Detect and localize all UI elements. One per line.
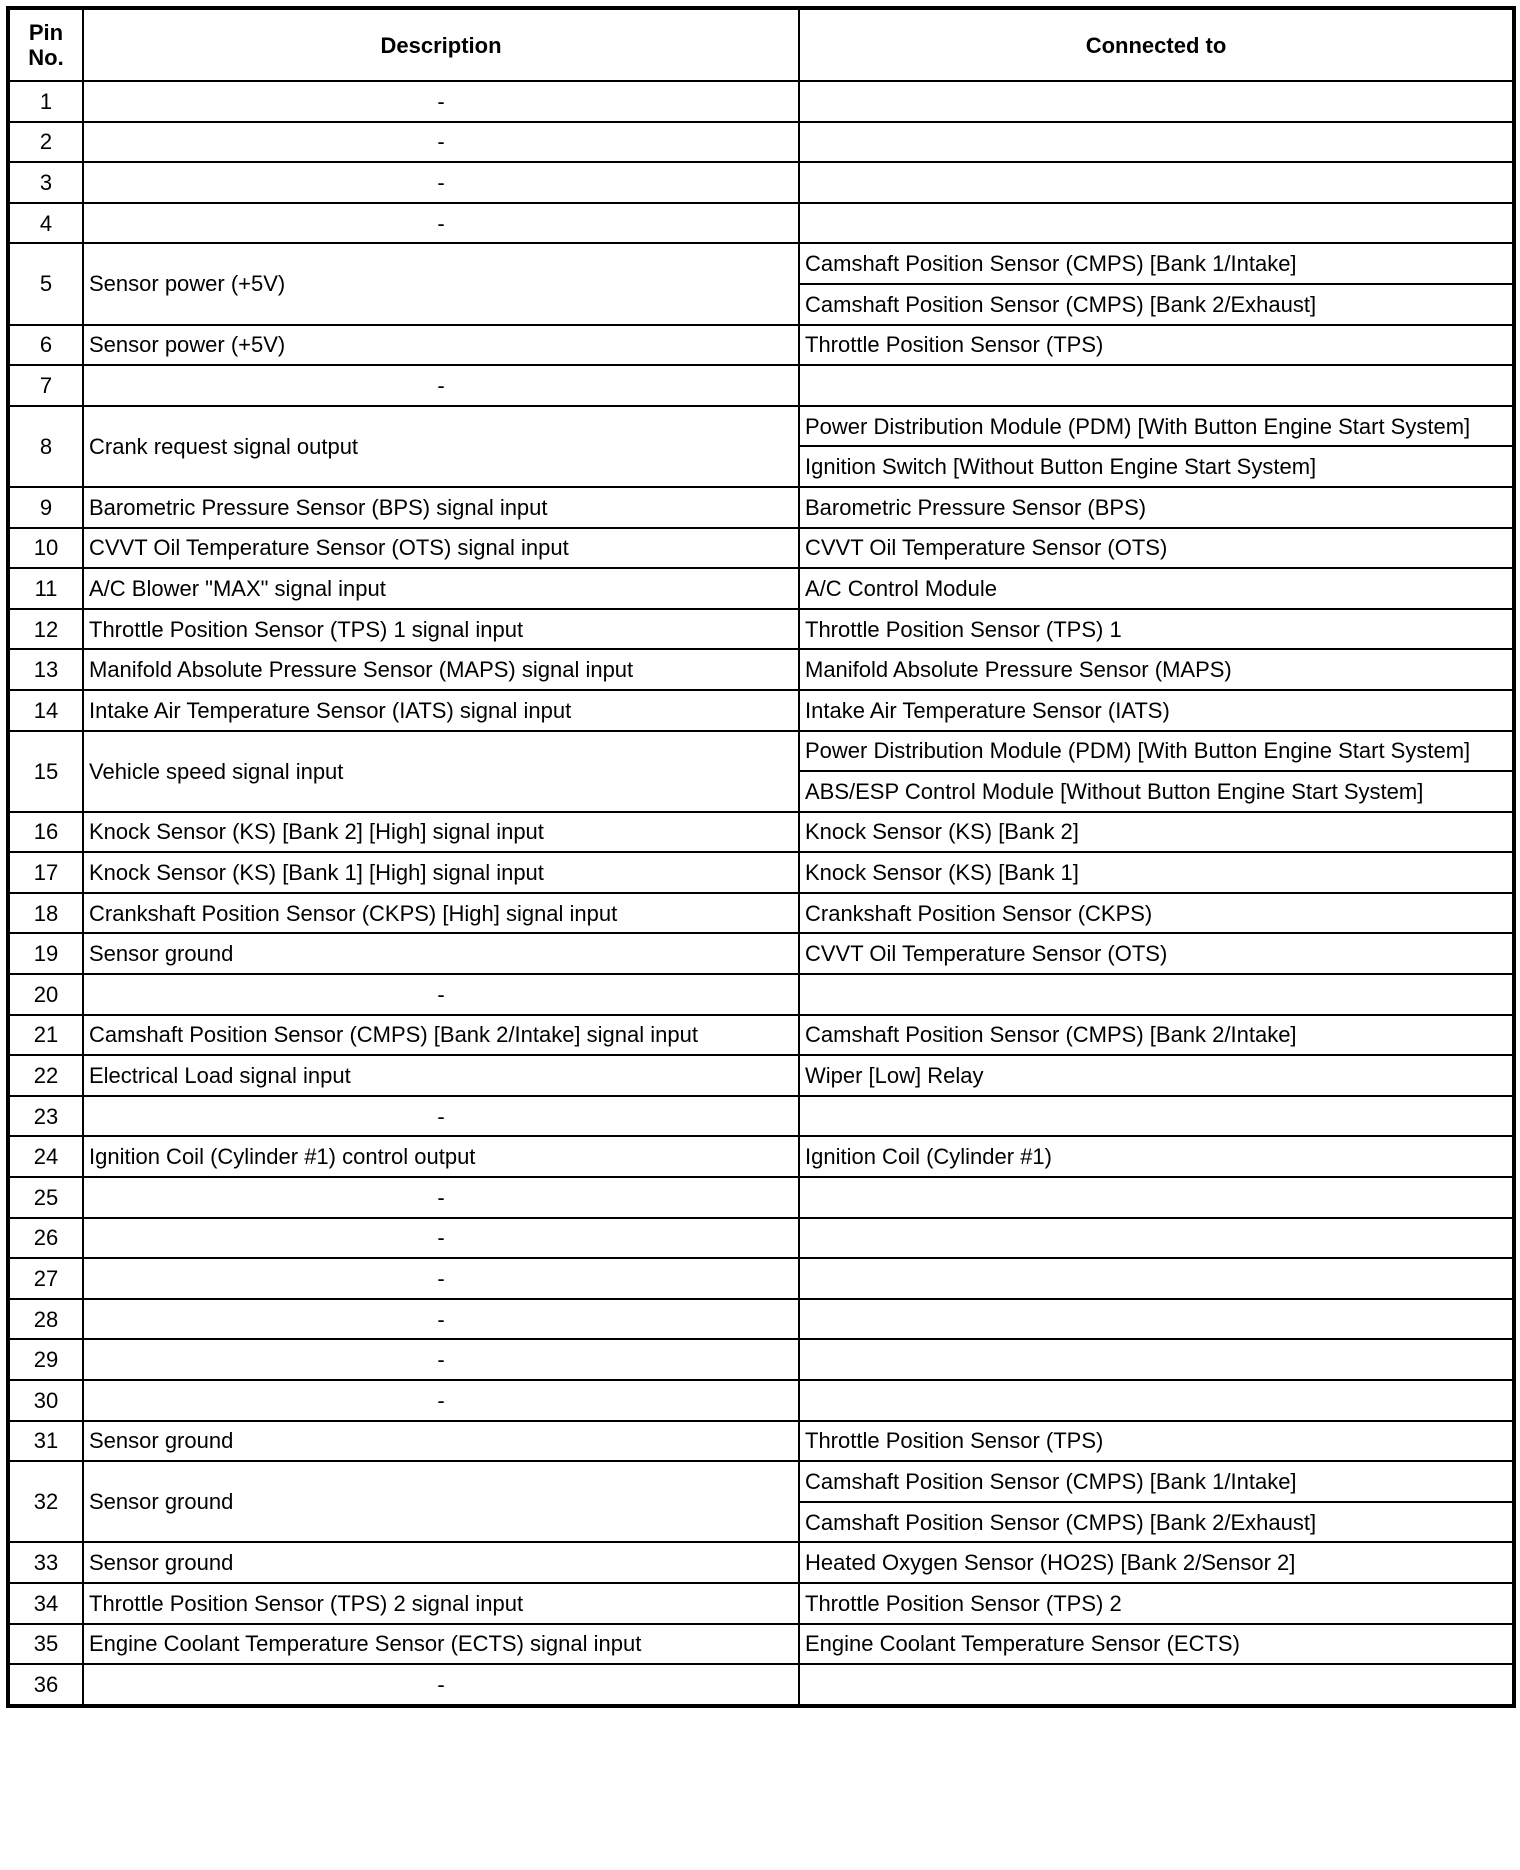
connected-to-cell: CVVT Oil Temperature Sensor (OTS) bbox=[799, 933, 1514, 974]
description-cell: CVVT Oil Temperature Sensor (OTS) signal input bbox=[83, 528, 799, 569]
connected-to-cell bbox=[799, 1218, 1514, 1259]
connected-to-cell: Power Distribution Module (PDM) [With Button Engine Start System] bbox=[799, 731, 1514, 772]
pin-number-cell: 12 bbox=[8, 609, 83, 650]
pin-number-cell: 4 bbox=[8, 203, 83, 244]
description-cell: Sensor power (+5V) bbox=[83, 243, 799, 324]
pin-number-cell: 24 bbox=[8, 1136, 83, 1177]
description-cell: - bbox=[83, 974, 799, 1015]
description-cell: Crankshaft Position Sensor (CKPS) [High] signal input bbox=[83, 893, 799, 934]
description-cell: - bbox=[83, 1096, 799, 1137]
table-row bbox=[8, 1624, 1514, 1665]
connected-to-cell: Manifold Absolute Pressure Sensor (MAPS) bbox=[799, 649, 1514, 690]
pin-number-cell: 28 bbox=[8, 1299, 83, 1340]
table-row bbox=[8, 1583, 1514, 1624]
connected-to-cell: Throttle Position Sensor (TPS) bbox=[799, 325, 1514, 366]
connected-to-cell bbox=[799, 365, 1514, 406]
description-cell: - bbox=[83, 1177, 799, 1218]
connected-to-cell: Crankshaft Position Sensor (CKPS) bbox=[799, 893, 1514, 934]
connected-to-cell: Camshaft Position Sensor (CMPS) [Bank 1/Intake] bbox=[799, 243, 1514, 284]
table-row bbox=[8, 933, 1514, 974]
table-row bbox=[8, 1096, 1514, 1137]
table-row bbox=[8, 1258, 1514, 1299]
connected-to-cell: Knock Sensor (KS) [Bank 2] bbox=[799, 812, 1514, 853]
pin-number-cell: 36 bbox=[8, 1664, 83, 1706]
pin-number-cell: 19 bbox=[8, 933, 83, 974]
description-cell: Sensor ground bbox=[83, 1461, 799, 1542]
description-cell: - bbox=[83, 1299, 799, 1340]
pin-number-cell: 15 bbox=[8, 731, 83, 812]
table-row bbox=[8, 1664, 1514, 1706]
pin-number-cell: 18 bbox=[8, 893, 83, 934]
connected-to-cell: Camshaft Position Sensor (CMPS) [Bank 2/Exhaust] bbox=[799, 1502, 1514, 1543]
connected-to-cell: CVVT Oil Temperature Sensor (OTS) bbox=[799, 528, 1514, 569]
header-pin-line1: Pin bbox=[28, 20, 64, 45]
connected-to-cell bbox=[799, 122, 1514, 163]
description-cell: - bbox=[83, 1339, 799, 1380]
table-row bbox=[8, 1461, 1514, 1502]
table-row bbox=[8, 406, 1514, 447]
pin-number-cell: 10 bbox=[8, 528, 83, 569]
pin-number-cell: 22 bbox=[8, 1055, 83, 1096]
pin-number-cell: 31 bbox=[8, 1421, 83, 1462]
table-body bbox=[8, 81, 1514, 1706]
description-cell: Sensor ground bbox=[83, 1421, 799, 1462]
connected-to-cell bbox=[799, 1258, 1514, 1299]
description-cell: A/C Blower "MAX" signal input bbox=[83, 568, 799, 609]
table-row bbox=[8, 1177, 1514, 1218]
table-row bbox=[8, 649, 1514, 690]
connected-to-cell: A/C Control Module bbox=[799, 568, 1514, 609]
connected-to-cell: Ignition Switch [Without Button Engine Start System] bbox=[799, 446, 1514, 487]
description-cell: - bbox=[83, 203, 799, 244]
connected-to-cell: Wiper [Low] Relay bbox=[799, 1055, 1514, 1096]
description-cell: - bbox=[83, 1218, 799, 1259]
pin-number-cell: 21 bbox=[8, 1015, 83, 1056]
header-pin-line2: No. bbox=[28, 45, 64, 70]
pin-number-cell: 29 bbox=[8, 1339, 83, 1380]
pin-number-cell: 34 bbox=[8, 1583, 83, 1624]
pin-number-cell: 26 bbox=[8, 1218, 83, 1259]
connected-to-cell: Throttle Position Sensor (TPS) bbox=[799, 1421, 1514, 1462]
connected-to-cell bbox=[799, 1299, 1514, 1340]
pin-number-cell: 6 bbox=[8, 325, 83, 366]
pin-table bbox=[6, 6, 1516, 1708]
description-cell: Camshaft Position Sensor (CMPS) [Bank 2/Intake] signal input bbox=[83, 1015, 799, 1056]
connected-to-cell: ABS/ESP Control Module [Without Button Engine Start System] bbox=[799, 771, 1514, 812]
description-cell: - bbox=[83, 162, 799, 203]
description-cell: Sensor power (+5V) bbox=[83, 325, 799, 366]
description-cell: - bbox=[83, 1258, 799, 1299]
pin-table-container bbox=[6, 6, 1512, 1708]
table-row bbox=[8, 852, 1514, 893]
pin-number-cell: 2 bbox=[8, 122, 83, 163]
table-row bbox=[8, 974, 1514, 1015]
pin-number-cell: 32 bbox=[8, 1461, 83, 1542]
table-row bbox=[8, 812, 1514, 853]
connected-to-cell bbox=[799, 1664, 1514, 1706]
table-row bbox=[8, 609, 1514, 650]
connected-to-cell bbox=[799, 203, 1514, 244]
pin-number-cell: 5 bbox=[8, 243, 83, 324]
header-connected-to: Connected to bbox=[799, 8, 1514, 81]
description-cell: Vehicle speed signal input bbox=[83, 731, 799, 812]
table-row bbox=[8, 81, 1514, 122]
table-row bbox=[8, 568, 1514, 609]
pin-number-cell: 20 bbox=[8, 974, 83, 1015]
header-description: Description bbox=[83, 8, 799, 81]
table-row bbox=[8, 1136, 1514, 1177]
connected-to-cell: Power Distribution Module (PDM) [With Button Engine Start System] bbox=[799, 406, 1514, 447]
connected-to-cell bbox=[799, 1380, 1514, 1421]
table-row bbox=[8, 1055, 1514, 1096]
table-row bbox=[8, 1542, 1514, 1583]
description-cell: Manifold Absolute Pressure Sensor (MAPS) signal input bbox=[83, 649, 799, 690]
pin-number-cell: 11 bbox=[8, 568, 83, 609]
description-cell: Electrical Load signal input bbox=[83, 1055, 799, 1096]
pin-number-cell: 16 bbox=[8, 812, 83, 853]
table-row bbox=[8, 122, 1514, 163]
table-row bbox=[8, 325, 1514, 366]
pin-number-cell: 1 bbox=[8, 81, 83, 122]
description-cell: - bbox=[83, 122, 799, 163]
description-cell: Sensor ground bbox=[83, 1542, 799, 1583]
pin-number-cell: 23 bbox=[8, 1096, 83, 1137]
description-cell: Knock Sensor (KS) [Bank 1] [High] signal input bbox=[83, 852, 799, 893]
description-cell: - bbox=[83, 81, 799, 122]
pin-number-cell: 13 bbox=[8, 649, 83, 690]
connected-to-cell: Barometric Pressure Sensor (BPS) bbox=[799, 487, 1514, 528]
connected-to-cell: Throttle Position Sensor (TPS) 1 bbox=[799, 609, 1514, 650]
connected-to-cell bbox=[799, 162, 1514, 203]
connected-to-cell: Heated Oxygen Sensor (HO2S) [Bank 2/Sensor 2] bbox=[799, 1542, 1514, 1583]
description-cell: Ignition Coil (Cylinder #1) control output bbox=[83, 1136, 799, 1177]
connected-to-cell bbox=[799, 974, 1514, 1015]
pin-number-cell: 14 bbox=[8, 690, 83, 731]
table-header-row bbox=[8, 8, 1514, 81]
table-row bbox=[8, 1299, 1514, 1340]
connected-to-cell: Knock Sensor (KS) [Bank 1] bbox=[799, 852, 1514, 893]
description-cell: - bbox=[83, 365, 799, 406]
pin-number-cell: 25 bbox=[8, 1177, 83, 1218]
connected-to-cell: Camshaft Position Sensor (CMPS) [Bank 2/Intake] bbox=[799, 1015, 1514, 1056]
table-row bbox=[8, 1339, 1514, 1380]
description-cell: Crank request signal output bbox=[83, 406, 799, 487]
connected-to-cell: Engine Coolant Temperature Sensor (ECTS) bbox=[799, 1624, 1514, 1665]
description-cell: - bbox=[83, 1380, 799, 1421]
pin-number-cell: 35 bbox=[8, 1624, 83, 1665]
table-row bbox=[8, 1218, 1514, 1259]
description-cell: Throttle Position Sensor (TPS) 2 signal input bbox=[83, 1583, 799, 1624]
table-row bbox=[8, 243, 1514, 284]
table-row bbox=[8, 690, 1514, 731]
table-row bbox=[8, 162, 1514, 203]
pin-number-cell: 3 bbox=[8, 162, 83, 203]
table-row bbox=[8, 731, 1514, 772]
table-row bbox=[8, 487, 1514, 528]
connected-to-cell: Camshaft Position Sensor (CMPS) [Bank 1/Intake] bbox=[799, 1461, 1514, 1502]
connected-to-cell: Camshaft Position Sensor (CMPS) [Bank 2/Exhaust] bbox=[799, 284, 1514, 325]
table-row bbox=[8, 203, 1514, 244]
table-row bbox=[8, 893, 1514, 934]
table-row bbox=[8, 1380, 1514, 1421]
table-row bbox=[8, 365, 1514, 406]
description-cell: Barometric Pressure Sensor (BPS) signal input bbox=[83, 487, 799, 528]
description-cell: Knock Sensor (KS) [Bank 2] [High] signal input bbox=[83, 812, 799, 853]
connected-to-cell bbox=[799, 1177, 1514, 1218]
table-row bbox=[8, 528, 1514, 569]
pin-number-cell: 7 bbox=[8, 365, 83, 406]
description-cell: Intake Air Temperature Sensor (IATS) signal input bbox=[83, 690, 799, 731]
connected-to-cell bbox=[799, 1096, 1514, 1137]
connected-to-cell bbox=[799, 1339, 1514, 1380]
table-row bbox=[8, 1421, 1514, 1462]
pin-number-cell: 33 bbox=[8, 1542, 83, 1583]
connected-to-cell bbox=[799, 81, 1514, 122]
pin-number-cell: 8 bbox=[8, 406, 83, 487]
pin-number-cell: 17 bbox=[8, 852, 83, 893]
connected-to-cell: Intake Air Temperature Sensor (IATS) bbox=[799, 690, 1514, 731]
connected-to-cell: Ignition Coil (Cylinder #1) bbox=[799, 1136, 1514, 1177]
description-cell: Throttle Position Sensor (TPS) 1 signal input bbox=[83, 609, 799, 650]
description-cell: Engine Coolant Temperature Sensor (ECTS) signal input bbox=[83, 1624, 799, 1665]
pin-number-cell: 27 bbox=[8, 1258, 83, 1299]
pin-number-cell: 9 bbox=[8, 487, 83, 528]
connected-to-cell: Throttle Position Sensor (TPS) 2 bbox=[799, 1583, 1514, 1624]
description-cell: Sensor ground bbox=[83, 933, 799, 974]
pin-number-cell: 30 bbox=[8, 1380, 83, 1421]
table-row bbox=[8, 1015, 1514, 1056]
description-cell: - bbox=[83, 1664, 799, 1706]
header-pin-no bbox=[8, 8, 83, 81]
